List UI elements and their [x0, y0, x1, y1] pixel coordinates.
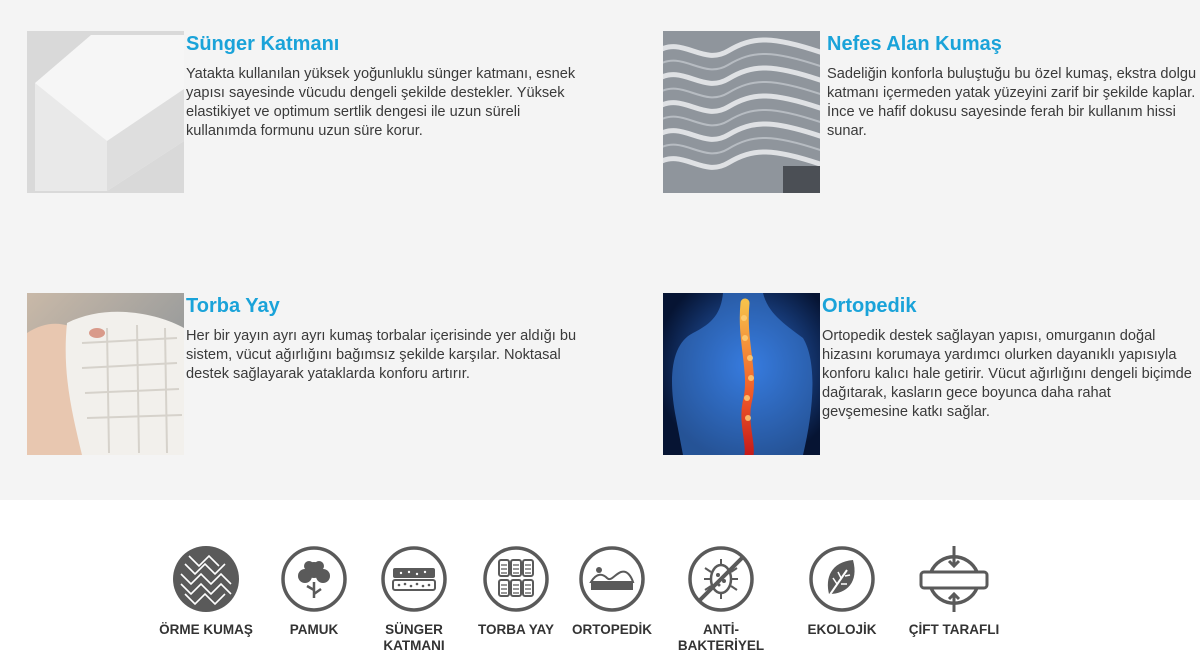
icon-label: TORBA YAY [477, 622, 555, 637]
feature-description: Sadeliğin konforla buluştuğu bu özel kumaş, ekstra dolgu katmanı içermeden yatak yüzeyini zarif bir şekilde kaplar. İnce ve hafif dokusu sayesinde ferah bir kullanım hissi sunar. [827, 66, 1197, 139]
icon-label: PAMUK [289, 622, 339, 637]
pocket-spring-icon [481, 544, 551, 614]
feature-title: Nefes Alan Kumaş [827, 33, 1002, 55]
feature-description: Her bir yayın ayrı ayrı kumaş torbalar içerisinde yer aldığı bu sistem, vücut ağırlığını bağımsız şekilde karşılar. Noktasal destek sağlayarak yataklarda konforu artırır. [186, 328, 577, 382]
feature-pocket-spring [27, 293, 587, 455]
leaf-icon [807, 544, 877, 614]
icon-label: EKOLOJİK [807, 622, 877, 637]
feature-title: Ortopedik [822, 295, 917, 317]
feature-title: Sünger Katmanı [186, 33, 340, 55]
icon-label: ÖRME KUMAŞ [159, 622, 253, 637]
icon-item-knit-fabric [146, 544, 266, 638]
cotton-flower-icon [279, 544, 349, 614]
foam-layer-icon [379, 544, 449, 614]
feature-orthopedic [663, 293, 1198, 455]
icon-label: SÜNGER KATMANI [383, 622, 445, 653]
icon-item-anti-bacterial [661, 544, 781, 654]
feature-title: Torba Yay [186, 295, 280, 317]
knit-fabric-icon [171, 544, 241, 614]
icon-label: ORTOPEDİK [571, 622, 652, 637]
icon-label: ANTİ-BAKTERİYEL [677, 622, 765, 653]
double-sided-icon [919, 544, 989, 614]
feature-description: Ortopedik destek sağlayan yapısı, omurganın doğal hizasını korumaya yardımcı olurken dayanıklı yapısıyla konforu kalıcı hale getirir. Vücut ağırlığını dengeli biçimde dağıtarak, kasların gece boyunca daha rahat gevşemesine katkı sağlar. [822, 328, 1192, 420]
quilted-fabric-image [663, 31, 820, 193]
feature-description: Yatakta kullanılan yüksek yoğunluklu sünger katmanı, esnek yapısı sayesinde vücudu dengeli şekilde destekler. Yüksek elastikiyet ve optimum sertlik dengesi ile uzun süreli kullanımda formunu uzun süre korur. [186, 66, 576, 139]
foam-layer-image [27, 31, 184, 193]
feature-foam-layer [27, 31, 587, 193]
icon-item-double-sided [894, 544, 1014, 638]
anti-bacterial-icon [686, 544, 756, 614]
feature-breathable-fabric [663, 31, 1198, 193]
orthopedic-icon [577, 544, 647, 614]
spine-xray-image [663, 293, 820, 455]
feature-icons-row [0, 500, 1200, 667]
pocket-spring-image [27, 293, 184, 455]
icon-item-orthopedic [552, 544, 672, 638]
icon-label: ÇİFT TARAFLI [908, 622, 1000, 637]
icon-item-ecological [782, 544, 902, 638]
